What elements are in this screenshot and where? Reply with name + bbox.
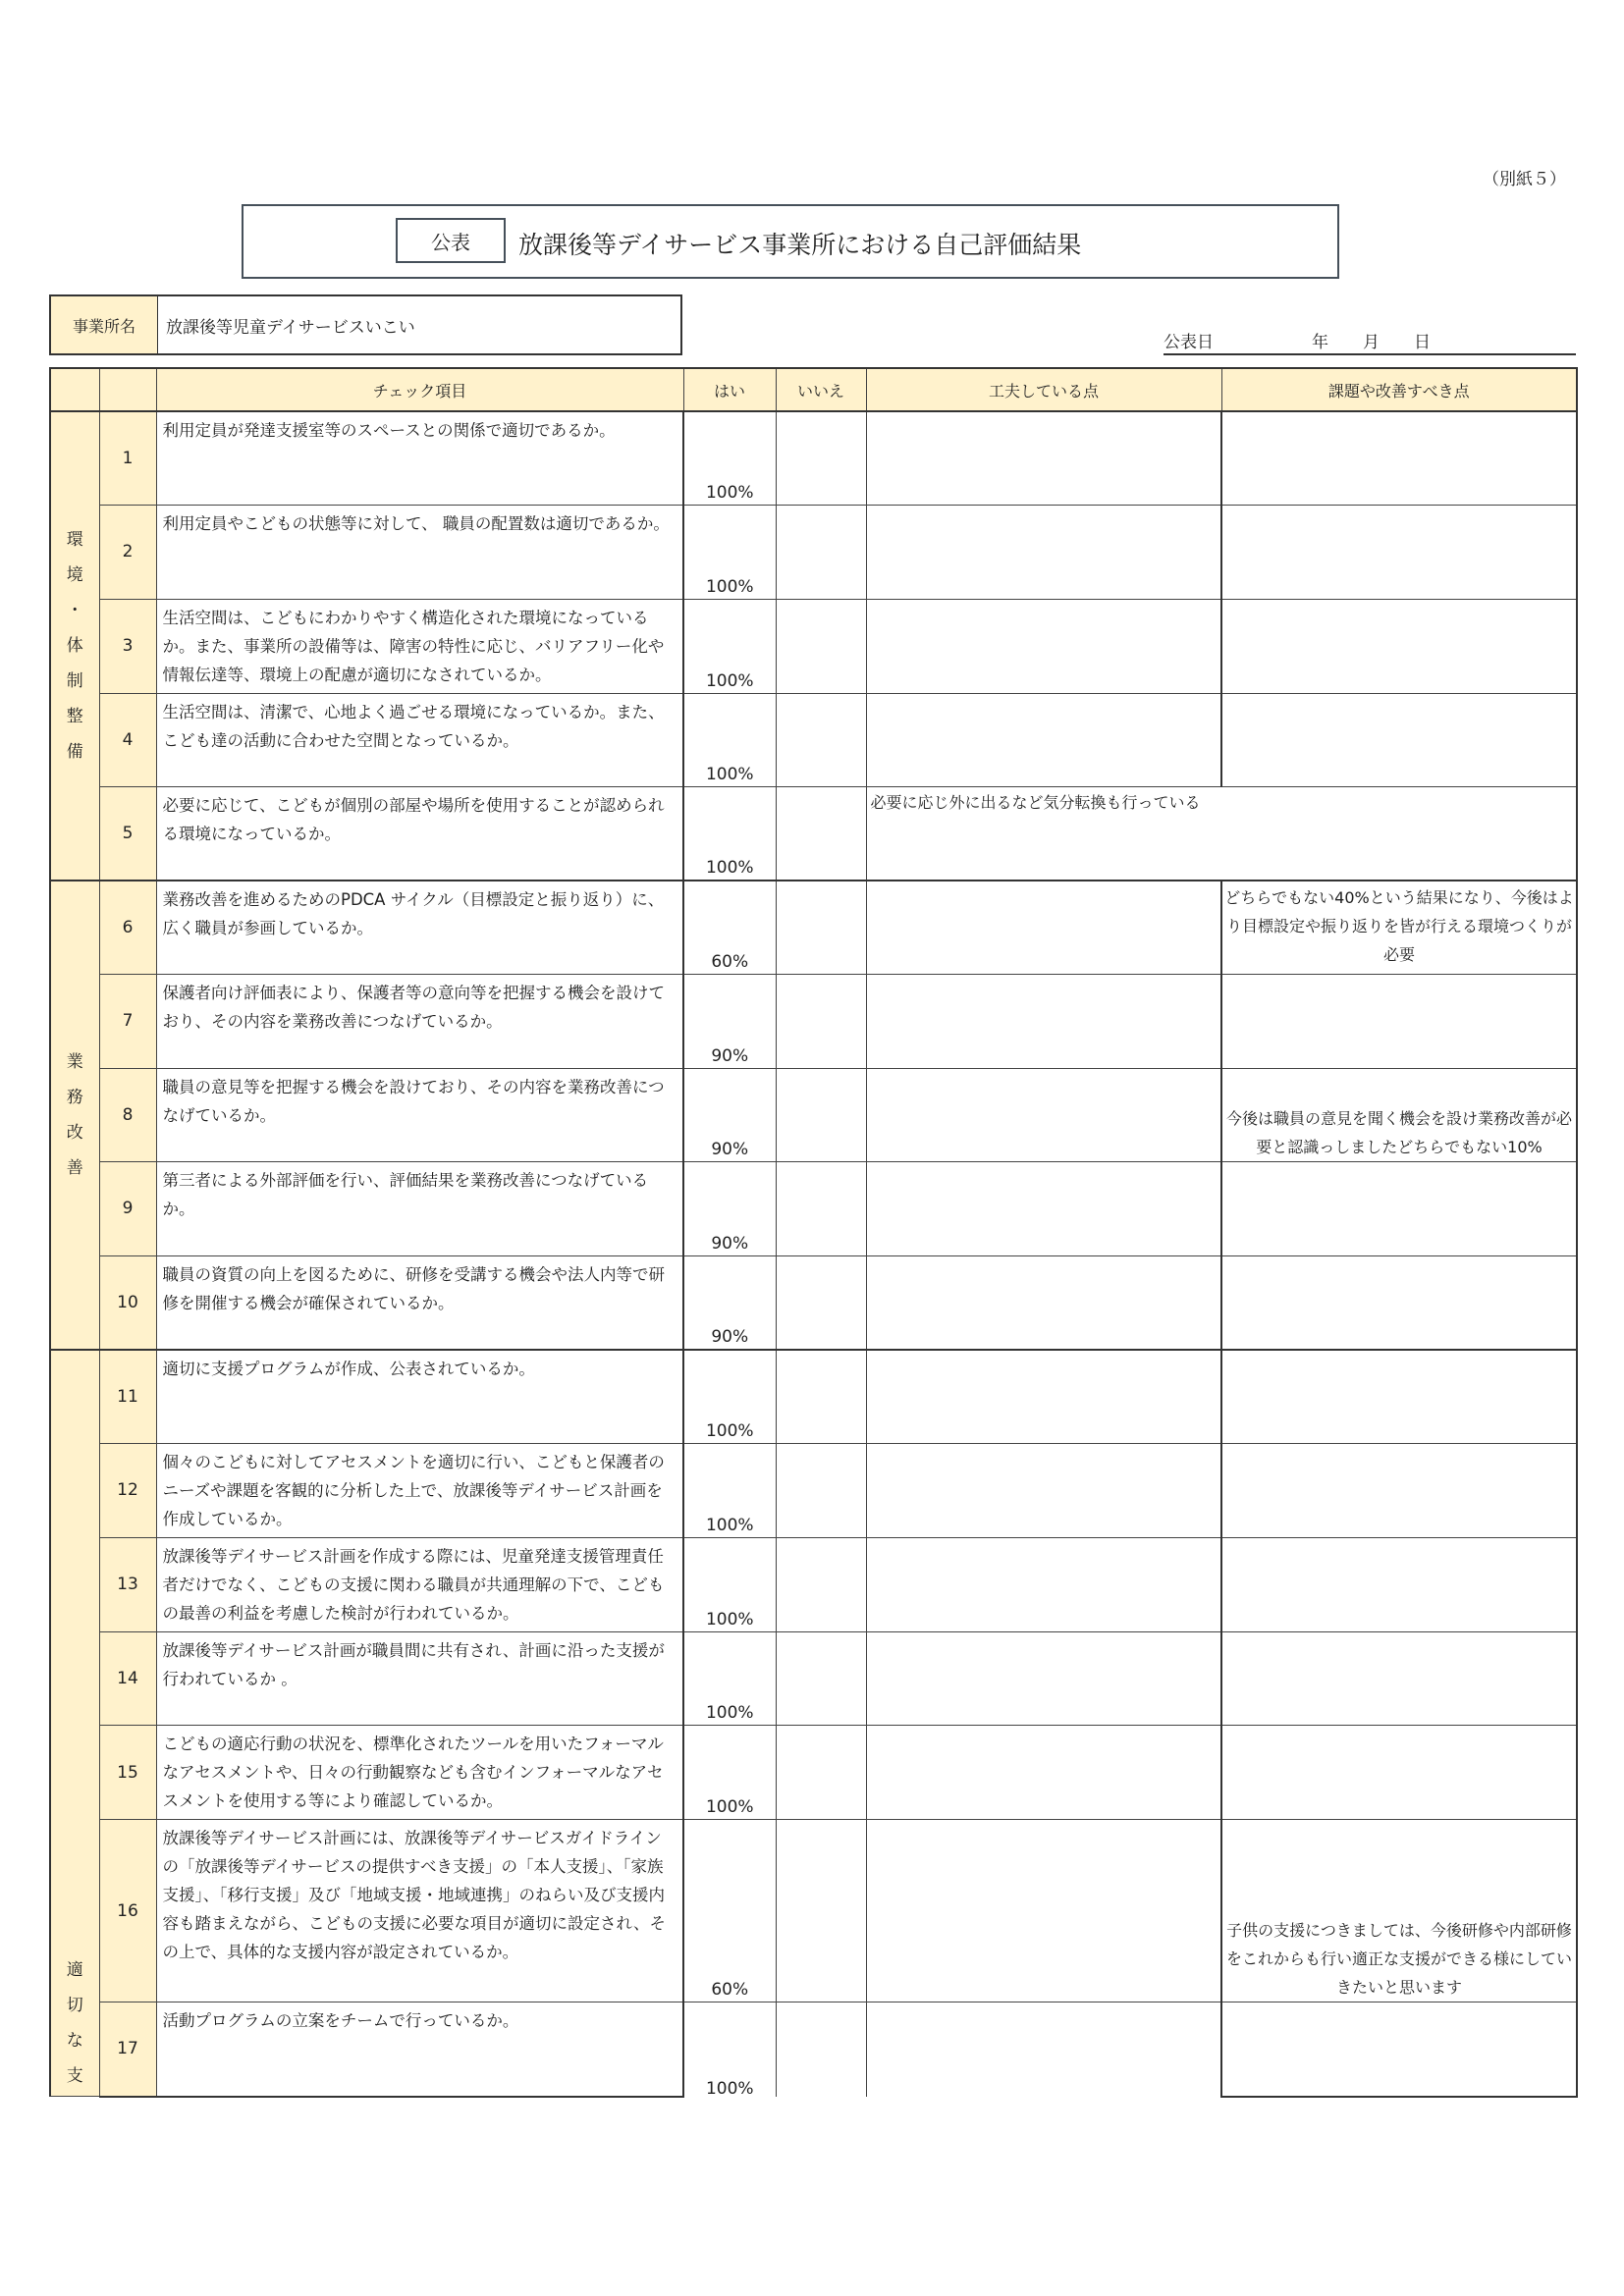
check-item: 利用定員が発達支援室等のスペースとの関係で適切であるか。 [156,411,683,506]
no-value [776,1631,866,1726]
kufu-cell [866,1631,1221,1726]
kadai-cell [1221,1537,1577,1631]
kufu-cell [866,1820,1221,2002]
kadai-cell [1221,1162,1577,1256]
no-value [776,1726,866,1820]
office-label: 事業所名 [51,296,158,353]
attachment-label: （別紙５） [1483,170,1566,189]
yes-value: 90% [683,975,776,1069]
no-value [776,1255,866,1350]
no-value [776,1350,866,1444]
publish-day-label: 日 [1414,333,1431,352]
yes-value: 90% [683,1162,776,1256]
kufu-cell [866,1537,1221,1631]
table-row [50,787,1577,881]
table-row [50,1068,1577,1162]
kufu-cell: 必要に応じ外に出るなど気分転換も行っている [866,787,1577,881]
category-env: 環 境 ・ 体 制 整 備 [50,411,99,881]
check-item: 生活空間は、こどもにわかりやすく構造化された環境になっているか。また、事業所の設備等は、障害の特性に応じ、バリアフリー化や情報伝達等、環境上の配慮が適切になされているか。 [156,599,683,693]
publish-year-label: 年 [1312,333,1328,352]
table-row [50,1726,1577,1820]
title-box [242,204,1339,279]
kadai-cell [1221,1255,1577,1350]
kufu-cell [866,975,1221,1069]
no-value [776,693,866,787]
evaluation-table [49,367,1578,2098]
kadai-cell [1221,975,1577,1069]
row-number: 1 [99,411,156,506]
yes-value: 100% [683,1726,776,1820]
table-row [50,1537,1577,1631]
no-value [776,1443,866,1537]
kadai-cell [1221,693,1577,787]
kadai-cell [1221,2002,1577,2097]
table-row [50,1255,1577,1350]
no-value [776,599,866,693]
kadai-cell [1221,1631,1577,1726]
table-row [50,1443,1577,1537]
table-row [50,1820,1577,2002]
table-row [50,506,1577,600]
kadai-cell [1221,1443,1577,1537]
no-value [776,787,866,881]
row-number: 14 [99,1631,156,1726]
yes-value: 90% [683,1255,776,1350]
table-row [50,1350,1577,1444]
row-number: 5 [99,787,156,881]
kadai-cell [1221,506,1577,600]
yes-value: 100% [683,506,776,600]
kadai-cell: 今後は職員の意見を聞く機会を設け業務改善が必要と認識っしましたどちらでもない10% [1221,1068,1577,1162]
check-item: 第三者による外部評価を行い、評価結果を業務改善につなげているか。 [156,1162,683,1256]
check-item: 保護者向け評価表により、保護者等の意向等を把握する機会を設けており、その内容を業務改善につなげているか。 [156,975,683,1069]
row-number: 2 [99,506,156,600]
row-number: 3 [99,599,156,693]
kufu-cell [866,411,1221,506]
row-number: 12 [99,1443,156,1537]
check-item: 業務改善を進めるためのPDCA サイクル（目標設定と振り返り）に、広く職員が参画しているか。 [156,881,683,975]
office-box [49,294,682,355]
yes-value: 100% [683,1350,776,1444]
category-support: 適 切 な 支 [50,1350,99,2097]
publish-badge: 公表 [396,218,506,263]
kufu-cell [866,1255,1221,1350]
kufu-cell [866,1068,1221,1162]
kufu-cell [866,1726,1221,1820]
yes-value: 100% [683,693,776,787]
table-header-row [50,368,1577,411]
kufu-cell [866,506,1221,600]
row-number: 4 [99,693,156,787]
kufu-cell [866,1350,1221,1444]
row-number: 11 [99,1350,156,1444]
yes-value: 100% [683,1537,776,1631]
yes-value: 60% [683,881,776,975]
kufu-cell [866,693,1221,787]
yes-value: 100% [683,1443,776,1537]
header-no: いいえ [776,368,866,411]
table-row [50,1631,1577,1726]
kufu-cell [866,2002,1221,2097]
no-value [776,975,866,1069]
category-biz: 業 務 改 善 [50,881,99,1350]
publish-month-label: 月 [1363,333,1380,352]
yes-value: 100% [683,787,776,881]
row-number: 6 [99,881,156,975]
table-row [50,693,1577,787]
header-kufu: 工夫している点 [866,368,1221,411]
yes-value: 100% [683,1631,776,1726]
no-value [776,1068,866,1162]
check-item: 放課後等デイサービス計画には、放課後等デイサービスガイドラインの「放課後等デイサービスの提供すべき支援」の「本人支援」、「家族支援」、「移行支援」及び「地域支援・地域連携」のねらい及び支援内容も踏まえながら、こどもの支援に必要な項目が適切に設定され、その上で、具体的な支援内容が設定されているか。 [156,1820,683,2002]
check-item: 生活空間は、清潔で、心地よく過ごせる環境になっているか。また、こども達の活動に合わせた空間となっているか。 [156,693,683,787]
check-item: 必要に応じて、こどもが個別の部屋や場所を使用することが認められる環境になっているか。 [156,787,683,881]
table-row [50,881,1577,975]
no-value [776,2002,866,2097]
no-value [776,881,866,975]
row-number: 13 [99,1537,156,1631]
check-item: こどもの適応行動の状況を、標準化されたツールを用いたフォーマルなアセスメントや、日々の行動観察なども含むインフォーマルなアセスメントを使用する等により確認しているか。 [156,1726,683,1820]
kadai-cell [1221,411,1577,506]
header-kadai: 課題や改善すべき点 [1221,368,1577,411]
document-title: 放課後等デイサービス事業所における自己評価結果 [518,231,1082,259]
kufu-cell [866,1443,1221,1537]
kadai-cell [1221,1726,1577,1820]
kadai-cell [1221,599,1577,693]
publish-date-label: 公表日 [1164,333,1214,352]
check-item: 放課後等デイサービス計画を作成する際には、児童発達支援管理責任者だけでなく、こどもの支援に関わる職員が共通理解の下で、こどもの最善の利益を考慮した検討が行われているか。 [156,1537,683,1631]
no-value [776,1820,866,2002]
yes-value: 100% [683,411,776,506]
table-row [50,1162,1577,1256]
row-number: 7 [99,975,156,1069]
header-check-item: チェック項目 [156,368,683,411]
table-row [50,599,1577,693]
table-row [50,2002,1577,2097]
yes-value: 90% [683,1068,776,1162]
row-number: 9 [99,1162,156,1256]
yes-value: 100% [683,2006,776,2101]
kufu-cell [866,881,1221,975]
kufu-cell [866,1162,1221,1256]
kadai-cell: どちらでもない40%という結果になり、今後はより目標設定や振り返りを皆が行える環境つくりが必要 [1221,881,1577,975]
yes-value: 60% [683,1820,776,2002]
check-item: 個々のこどもに対してアセスメントを適切に行い、こどもと保護者のニーズや課題を客観的に分析した上で、放課後等デイサービス計画を作成しているか。 [156,1443,683,1537]
kufu-cell [866,599,1221,693]
no-value [776,1537,866,1631]
yes-value: 100% [683,599,776,693]
check-item: 職員の意見等を把握する機会を設けており、その内容を業務改善につなげているか。 [156,1068,683,1162]
check-item: 利用定員やこどもの状態等に対して、 職員の配置数は適切であるか。 [156,506,683,600]
header-yes: はい [683,368,776,411]
kadai-cell [1221,1350,1577,1444]
office-name: 放課後等児童デイサービスいこい [166,317,415,338]
no-value [776,411,866,506]
table-row [50,975,1577,1069]
check-item: 職員の資質の向上を図るために、研修を受講する機会や法人内等で研修を開催する機会が確保されているか。 [156,1255,683,1350]
row-number: 10 [99,1255,156,1350]
row-number: 16 [99,1820,156,2002]
table-row [50,411,1577,506]
row-number: 15 [99,1726,156,1820]
row-number: 8 [99,1068,156,1162]
no-value [776,506,866,600]
kadai-cell: 子供の支援につきましては、今後研修や内部研修をこれからも行い適正な支援ができる様にしていきたいと思います [1221,1820,1577,2002]
publish-date-underline [1164,353,1576,355]
header-category-cell [50,368,99,411]
row-number: 17 [99,2002,156,2097]
header-number-cell [99,368,156,411]
check-item: 活動プログラムの立案をチームで行っているか。 [156,2002,683,2097]
no-value [776,1162,866,1256]
check-item: 適切に支援プログラムが作成、公表されているか。 [156,1350,683,1444]
check-item: 放課後等デイサービス計画が職員間に共有され、計画に沿った支援が行われているか 。 [156,1631,683,1726]
